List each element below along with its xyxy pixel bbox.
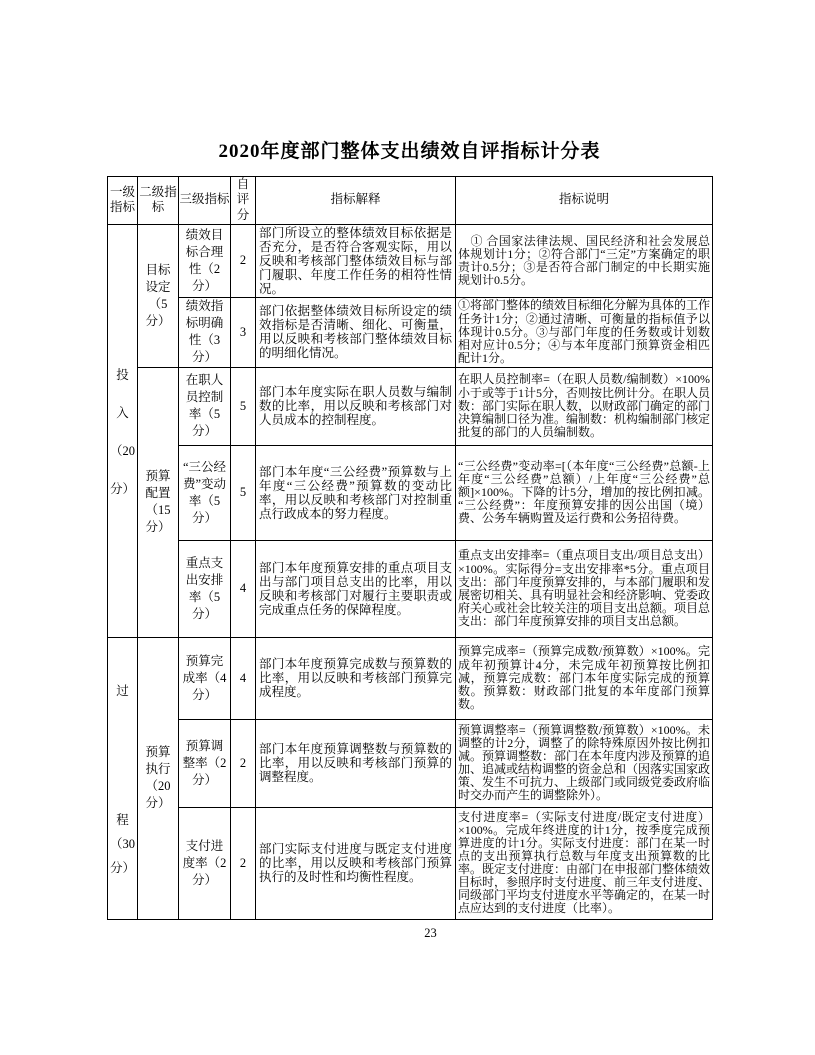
description-cell: 在职人员控制率=（在职人员数/编制数）×100%小于或等于1计5分，否则按比例计分。在职人员数：部门实际在职人数，以财政部门确定的部门决算编制口径为准。编制数：机构编制部门核定批复的部门的人员编制数。 xyxy=(456,367,713,445)
table-row xyxy=(108,367,713,445)
level1-cell-input xyxy=(108,224,138,637)
description-cell: 重点支出安排率=（重点项目支出/项目总支出）×100%。实际得分=支出安排率*5分。重点项目支出：部门年度预算安排的，与本部门履职和发展密切相关、具有明显社会和经济影响、党委政府关心或社会比较关注的项目支出总额。项目总支出：部门年度预算安排的项目支出总额。 xyxy=(456,540,713,637)
description-cell: 预算调整率=（预算调整数/预算数）×100%。未调整的计2分，调整了的除特殊原因外按比例扣减。预算调整数：部门在本年度内涉及预算的追加、追减或结构调整的资金总和（因落实国家政策、发生不可抗力、上级部门或同级党委政府临时交办而产生的调整除外）。 xyxy=(456,719,713,807)
score-cell: 2 xyxy=(231,807,256,919)
table-row xyxy=(108,637,713,719)
table-row xyxy=(108,807,713,919)
indicator-cell: 绩效目标合理性（2分） xyxy=(179,224,231,297)
header-level2: 二级指标 xyxy=(138,176,179,224)
explanation-cell: 部门依据整体绩效目标所设定的绩效指标是否清晰、细化、可衡量，用以反映和考核部门整体绩效目标的明细化情况。 xyxy=(256,297,456,367)
header-explanation: 指标解释 xyxy=(256,176,456,224)
explanation-cell: 部门本年度实际在职人员数与编制数的比率，用以反映和考核部门对人员成本的控制程度。 xyxy=(256,367,456,445)
indicator-cell: 重点支出安排率（5分） xyxy=(179,540,231,637)
indicator-cell: 绩效指标明确性（3分） xyxy=(179,297,231,367)
level2-cell-budget-execution: 预算执行（20分） xyxy=(138,637,179,919)
description-cell: “三公经费”变动率=[（本年度“三公经费”总额-上年度“三公经费”总额）/上年度“三公经费”总额]×100%。下降的计5分，增加的按比例扣减。“三公经费”：年度预算安排的因公出国（境）费、公务车辆购置及运行费和公务招待费。 xyxy=(456,445,713,540)
indicator-cell: 预算调整率（2分） xyxy=(179,719,231,807)
score-cell: 2 xyxy=(231,719,256,807)
indicator-cell: “三公经费”变动率（5分） xyxy=(179,445,231,540)
description-cell: 预算完成率=（预算完成数/预算数）×100%。完成年初预算计4分，未完成年初预算按比例扣减，预算完成数：部门本年度实际完成的预算数。预算数：财政部门批复的本年度部门预算数。 xyxy=(456,637,713,719)
header-description: 指标说明 xyxy=(456,176,713,224)
score-cell: 5 xyxy=(231,367,256,445)
table-row xyxy=(108,297,713,367)
score-cell: 4 xyxy=(231,540,256,637)
score-cell: 3 xyxy=(231,297,256,367)
table-row xyxy=(108,224,713,297)
page-title: 2020年度部门整体支出绩效自评指标计分表 xyxy=(218,141,601,162)
table-row xyxy=(108,445,713,540)
level2-cell-budget-allocation: 预算配置（15分） xyxy=(138,367,179,637)
header-level1: 一级指标 xyxy=(108,176,138,224)
explanation-cell: 部门实际支付进度与既定支付进度的比率，用以反映和考核部门预算执行的及时性和均衡性程度。 xyxy=(256,807,456,919)
level1-cell-process xyxy=(108,637,138,919)
indicator-cell: 在职人员控制率（5分） xyxy=(179,367,231,445)
score-cell: 4 xyxy=(231,637,256,719)
explanation-cell: 部门本年度预算完成数与预算数的比率，用以反映和考核部门预算完成程度。 xyxy=(256,637,456,719)
page-number: 23 xyxy=(424,925,437,940)
header-level3: 三级指标 xyxy=(179,176,231,224)
level1-label-process: 过 程 （30 分） xyxy=(109,683,135,875)
explanation-cell: 部门本年度“三公经费”预算数与上年度“三公经费”预算数的变动比率，用以反映和考核部门对控制重点行政成本的努力程度。 xyxy=(256,445,456,540)
explanation-cell: 部门本年度预算调整数与预算数的比率，用以反映和考核部门预算的调整程度。 xyxy=(256,719,456,807)
indicator-cell: 预算完成率（4分） xyxy=(179,637,231,719)
explanation-cell: 部门本年度预算安排的重点项目支出与部门项目总支出的比率，用以反映和考核部门对履行主要职责或完成重点任务的保障程度。 xyxy=(256,540,456,637)
description-cell: ①将部门整体的绩效目标细化分解为具体的工作任务计1分；②通过清晰、可衡量的指标值予以体现计0.5分。③与部门年度的任务数或计划数相对应计0.5分；④与本年度部门预算资金相匹配计1分。 xyxy=(456,297,713,367)
level2-cell-goal-setting: 目标设定（5分） xyxy=(138,224,179,367)
table-row xyxy=(108,719,713,807)
explanation-cell: 部门所设立的整体绩效目标依据是否充分，是否符合客观实际，用以反映和考核部门整体绩效目标与部门履职、年度工作任务的相符性情况。 xyxy=(256,224,456,297)
description-cell: 支付进度率=（实际支付进度/既定支付进度）×100%。完成年终进度的计1分，按季度完成预算进度的计1分。实际支付进度：部门在某一时点的支出预算执行总数与年度支出预算数的比率。既定支付进度：由部门在申报部门整体绩效目标时，参照序时支付进度、前三年支付进度、同级部门平均支付进度水平等确定的，在某一时点应达到的支付进度（比率）。 xyxy=(456,807,713,919)
table-header-row xyxy=(108,176,713,224)
score-cell: 5 xyxy=(231,445,256,540)
indicator-cell: 支付进度率（2分） xyxy=(179,807,231,919)
table-row xyxy=(108,540,713,637)
level1-label-input: 投 入 （20 分） xyxy=(109,367,135,496)
score-table xyxy=(107,176,713,920)
header-score: 自评分 xyxy=(231,176,256,224)
score-cell: 2 xyxy=(231,224,256,297)
description-cell: ① 合国家法律法规、国民经济和社会发展总体规划计1分；②符合部门“三定”方案确定的职责计0.5分；③是否符合部门制定的中长期实施规划计0.5分。 xyxy=(456,224,713,297)
